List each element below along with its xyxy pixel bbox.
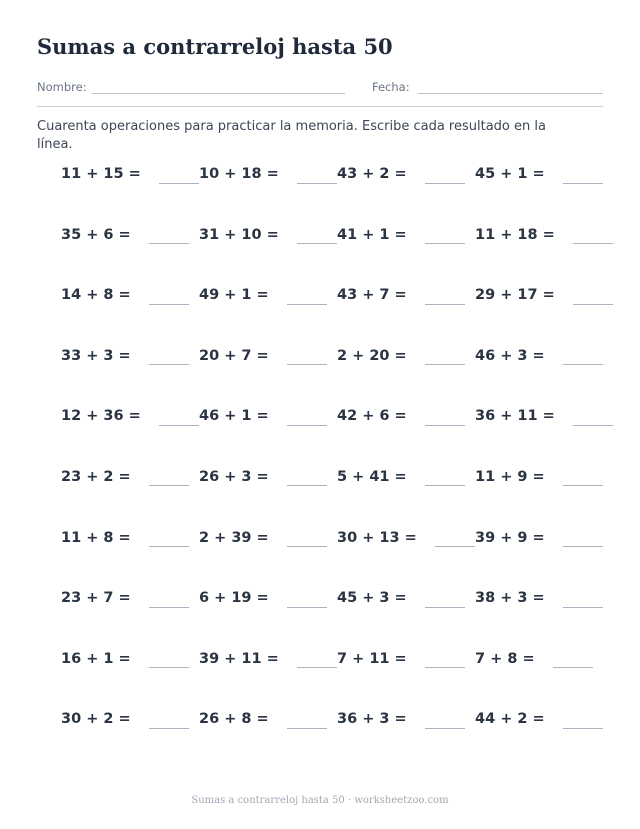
problem-text: 20 + 7 = xyxy=(199,347,269,364)
problem-text: 11 + 18 = xyxy=(475,226,555,243)
answer-line[interactable] xyxy=(563,728,603,729)
problem-grid xyxy=(61,158,621,764)
answer-line[interactable] xyxy=(149,485,189,486)
problem-item xyxy=(61,703,199,735)
problem-text: 41 + 1 = xyxy=(337,226,407,243)
problem-text: 43 + 7 = xyxy=(337,287,407,304)
answer-line[interactable] xyxy=(159,425,199,426)
problem-item xyxy=(199,400,337,432)
answer-line[interactable] xyxy=(425,304,465,305)
problem-item xyxy=(199,582,337,614)
problem-item xyxy=(61,158,199,190)
problem-item xyxy=(475,522,613,554)
problem-text: 31 + 10 = xyxy=(199,226,279,243)
problem-item xyxy=(61,219,199,251)
problem-item xyxy=(337,582,475,614)
problem-text: 30 + 13 = xyxy=(337,529,417,546)
problem-text: 35 + 6 = xyxy=(61,226,131,243)
problem-text: 7 + 11 = xyxy=(337,650,407,667)
answer-line[interactable] xyxy=(149,607,189,608)
problem-text: 33 + 3 = xyxy=(61,347,131,364)
problem-text: 11 + 15 = xyxy=(61,166,141,182)
problem-text: 5 + 41 = xyxy=(337,468,407,485)
problem-item xyxy=(475,219,613,251)
problem-item xyxy=(199,522,337,554)
problem-text: 43 + 2 = xyxy=(337,166,407,182)
problem-text: 14 + 8 = xyxy=(61,287,131,304)
problem-text: 49 + 1 = xyxy=(199,287,269,304)
problem-item xyxy=(199,703,337,735)
name-label: Nombre: xyxy=(37,80,87,94)
answer-line[interactable] xyxy=(149,667,189,668)
answer-line[interactable] xyxy=(563,546,603,547)
problem-item xyxy=(61,340,199,372)
problem-text: 42 + 6 = xyxy=(337,408,407,425)
answer-line[interactable] xyxy=(425,728,465,729)
problem-item xyxy=(61,279,199,311)
problem-item xyxy=(61,643,199,675)
answer-line[interactable] xyxy=(563,485,603,486)
answer-line[interactable] xyxy=(425,607,465,608)
problem-item xyxy=(337,158,475,190)
footer: Sumas a contrarreloj hasta 50 · worksheetzoo.com xyxy=(191,795,449,806)
problem-text: 38 + 3 = xyxy=(475,590,545,607)
problem-text: 46 + 1 = xyxy=(199,408,269,425)
problem-item xyxy=(199,158,337,190)
problem-item xyxy=(61,522,199,554)
answer-line[interactable] xyxy=(435,546,475,547)
problem-item xyxy=(475,461,613,493)
answer-line[interactable] xyxy=(297,243,337,244)
problem-item xyxy=(199,219,337,251)
answer-line[interactable] xyxy=(287,304,327,305)
problem-text: 39 + 9 = xyxy=(475,529,545,546)
problem-text: 7 + 8 = xyxy=(475,650,535,667)
header-divider xyxy=(37,106,603,107)
page-title: Sumas a contrarreloj hasta 50 xyxy=(37,34,393,59)
problem-item xyxy=(475,703,613,735)
answer-line[interactable] xyxy=(563,364,603,365)
problem-text: 26 + 3 = xyxy=(199,468,269,485)
problem-item xyxy=(337,279,475,311)
problem-item xyxy=(337,340,475,372)
problem-text: 45 + 3 = xyxy=(337,590,407,607)
answer-line[interactable] xyxy=(573,425,613,426)
date-label: Fecha: xyxy=(372,80,410,94)
answer-line[interactable] xyxy=(287,546,327,547)
answer-line[interactable] xyxy=(149,546,189,547)
problem-text: 2 + 39 = xyxy=(199,529,269,546)
problem-text: 16 + 1 = xyxy=(61,650,131,667)
answer-line[interactable] xyxy=(287,607,327,608)
problem-item xyxy=(61,400,199,432)
problem-item xyxy=(475,279,613,311)
answer-line[interactable] xyxy=(159,183,199,184)
answer-line[interactable] xyxy=(425,243,465,244)
answer-line[interactable] xyxy=(563,607,603,608)
answer-line[interactable] xyxy=(573,304,613,305)
problem-text: 23 + 7 = xyxy=(61,590,131,607)
problem-item xyxy=(337,461,475,493)
instructions: Cuarenta operaciones para practicar la memoria. Escribe cada resultado en la línea. xyxy=(37,119,546,152)
problem-item xyxy=(337,522,475,554)
problem-text: 2 + 20 = xyxy=(337,347,407,364)
answer-line[interactable] xyxy=(287,425,327,426)
answer-line[interactable] xyxy=(425,364,465,365)
answer-line[interactable] xyxy=(149,243,189,244)
answer-line[interactable] xyxy=(287,364,327,365)
problem-text: 23 + 2 = xyxy=(61,468,131,485)
problem-text: 45 + 1 = xyxy=(475,166,545,182)
answer-line[interactable] xyxy=(563,183,603,184)
problem-text: 11 + 9 = xyxy=(475,468,545,485)
problem-item xyxy=(337,643,475,675)
answer-line[interactable] xyxy=(297,667,337,668)
problem-item xyxy=(475,582,613,614)
answer-line[interactable] xyxy=(149,364,189,365)
date-field-line[interactable] xyxy=(418,93,603,94)
problem-text: 11 + 8 = xyxy=(61,529,131,546)
problem-text: 12 + 36 = xyxy=(61,408,141,425)
problem-item xyxy=(337,400,475,432)
name-field-line[interactable] xyxy=(92,93,345,94)
answer-line[interactable] xyxy=(287,728,327,729)
problem-text: 6 + 19 = xyxy=(199,590,269,607)
answer-line[interactable] xyxy=(297,183,337,184)
problem-item xyxy=(61,582,199,614)
problem-item xyxy=(337,219,475,251)
problem-item xyxy=(199,340,337,372)
problem-text: 10 + 18 = xyxy=(199,166,279,182)
problem-item xyxy=(199,279,337,311)
problem-text: 44 + 2 = xyxy=(475,711,545,728)
problem-item xyxy=(337,703,475,735)
problem-text: 36 + 11 = xyxy=(475,408,555,425)
answer-line[interactable] xyxy=(425,485,465,486)
problem-item xyxy=(475,400,613,432)
problem-item xyxy=(475,643,613,675)
problem-text: 26 + 8 = xyxy=(199,711,269,728)
answer-line[interactable] xyxy=(287,485,327,486)
answer-line[interactable] xyxy=(573,243,613,244)
answer-line[interactable] xyxy=(425,667,465,668)
answer-line[interactable] xyxy=(425,183,465,184)
problem-item xyxy=(61,461,199,493)
problem-item xyxy=(475,340,613,372)
problem-text: 29 + 17 = xyxy=(475,287,555,304)
problem-item xyxy=(199,461,337,493)
problem-text: 36 + 3 = xyxy=(337,711,407,728)
problem-text: 46 + 3 = xyxy=(475,347,545,364)
answer-line[interactable] xyxy=(425,425,465,426)
problem-text: 39 + 11 = xyxy=(199,650,279,667)
answer-line[interactable] xyxy=(553,667,593,668)
problem-item xyxy=(199,643,337,675)
problem-item xyxy=(475,158,613,190)
answer-line[interactable] xyxy=(149,304,189,305)
problem-text: 30 + 2 = xyxy=(61,711,131,728)
answer-line[interactable] xyxy=(149,728,189,729)
